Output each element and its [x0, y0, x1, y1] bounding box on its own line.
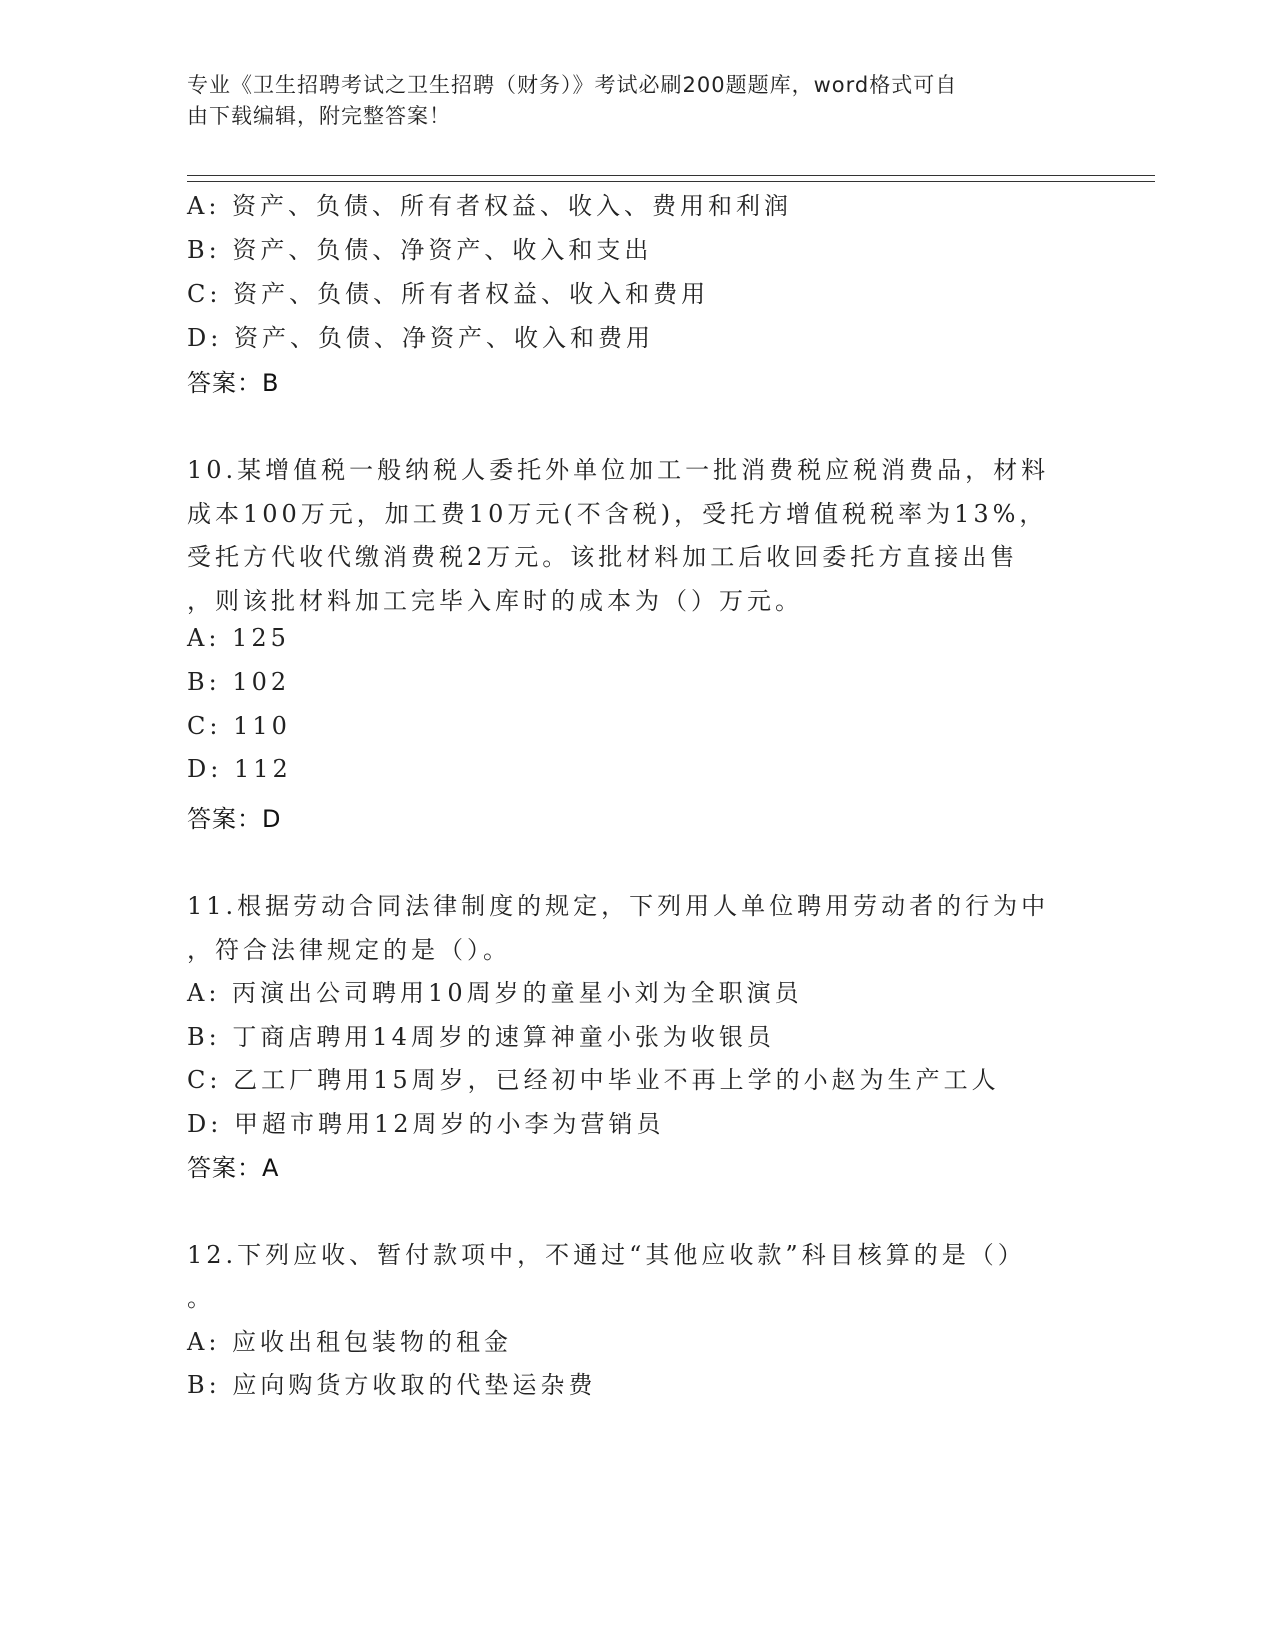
- answer-label: 答案：D: [187, 805, 282, 833]
- question-stem-line: 受托方代收代缴消费税2万元。该批材料加工后收回委托方直接出售: [187, 543, 1019, 571]
- option-b: B: 应向购货方收取的代垫运杂费: [187, 1371, 597, 1399]
- question-stem-line: 11.根据劳动合同法律制度的规定，下列用人单位聘用劳动者的行为中: [187, 892, 1050, 920]
- document-header: [187, 70, 1087, 132]
- option-d: D: 112: [187, 755, 292, 783]
- option-a: A: 丙演出公司聘用10周岁的童星小刘为全职演员: [187, 979, 803, 1007]
- header-line: 由下载编辑，附完整答案！: [187, 104, 451, 128]
- question-stem-line: 12.下列应收、暂付款项中，不通过“其他应收款”科目核算的是（）: [187, 1241, 1026, 1269]
- question-stem-line: 10.某增值税一般纳税人委托外单位加工一批消费税应税消费品，材料: [187, 456, 1050, 484]
- option-c: C: 资产、负债、所有者权益、收入和费用: [187, 280, 710, 308]
- option-b: B: 102: [187, 668, 291, 696]
- option-d: D: 资产、负债、净资产、收入和费用: [187, 324, 654, 352]
- option-a: A: 资产、负债、所有者权益、收入、费用和利润: [187, 192, 793, 220]
- option-a: A: 125: [187, 624, 290, 652]
- answer-label: 答案：B: [187, 369, 280, 397]
- header-line: 专业《卫生招聘考试之卫生招聘（财务）》考试必刷200题题库，word格式可自: [187, 73, 958, 97]
- option-b: B: 资产、负债、净资产、收入和支出: [187, 236, 653, 264]
- header-divider: [187, 181, 1155, 182]
- option-a: A: 应收出租包装物的租金: [187, 1328, 513, 1356]
- question-stem-line: ，则该批材料加工完毕入库时的成本为（）万元。: [187, 587, 803, 615]
- question-stem-line: 成本100万元，加工费10万元(不含税)，受托方增值税税率为13%，: [187, 500, 1048, 528]
- header-divider: [187, 175, 1155, 176]
- answer-label: 答案：A: [187, 1154, 280, 1182]
- option-b: B: 丁商店聘用14周岁的速算神童小张为收银员: [187, 1023, 775, 1051]
- question-stem-line: 。: [187, 1284, 215, 1312]
- option-c: C: 乙工厂聘用15周岁，已经初中毕业不再上学的小赵为生产工人: [187, 1066, 1000, 1094]
- option-c: C: 110: [187, 712, 291, 740]
- question-stem-line: ，符合法律规定的是（）。: [187, 936, 511, 964]
- option-d: D: 甲超市聘用12周岁的小李为营销员: [187, 1110, 665, 1138]
